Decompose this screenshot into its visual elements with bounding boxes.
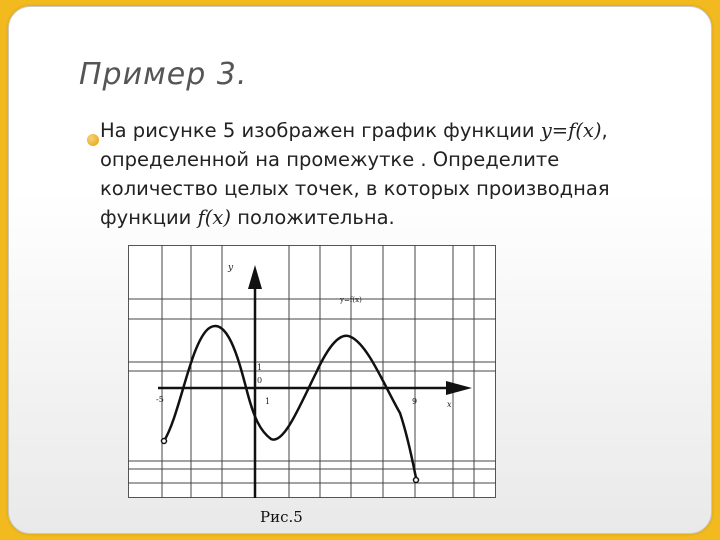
- problem-text-part1: На рисунке 5 изображен график функции: [100, 119, 541, 142]
- x-tick-minus5: -5: [156, 395, 164, 404]
- function-notation-1: y=f(x): [540, 119, 602, 142]
- x-tick-one: 1: [265, 397, 271, 406]
- function-notation-2: f(x): [197, 206, 231, 229]
- x-axis-label: x: [447, 400, 452, 409]
- problem-text-part2: , определенной на промежутке . Определите количество целых точек, в которых производная функции: [100, 119, 610, 229]
- curve-end-point: [414, 478, 419, 483]
- problem-text: [100, 116, 660, 232]
- problem-text-part3: положительна.: [231, 206, 395, 229]
- bullet-icon: [87, 134, 99, 146]
- figure-caption: Рис.5: [260, 508, 303, 526]
- graph-legend-label: y=f(x): [340, 296, 362, 304]
- curve-start-point: [162, 439, 167, 444]
- function-graph: [128, 245, 496, 498]
- y-tick-one: 1: [257, 363, 263, 372]
- slide-title: Пример 3.: [79, 57, 248, 92]
- origin-label: 0: [257, 376, 263, 385]
- x-tick-nine: 9: [412, 397, 418, 406]
- y-axis-label: y: [228, 263, 234, 273]
- function-graph-figure: [128, 245, 496, 498]
